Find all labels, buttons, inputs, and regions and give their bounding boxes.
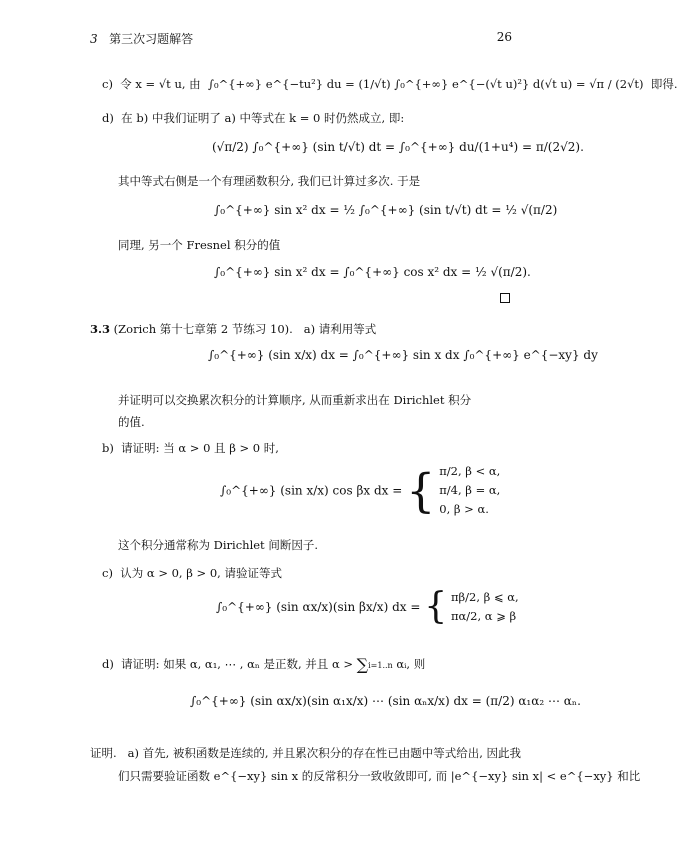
case-row: πα/2, α ⩾ β (450, 609, 517, 623)
qed-square (500, 293, 510, 303)
formula-3-3: ∫₀^{+∞} (sin x/x) dx = ∫₀^{+∞} sin x dx ∫₀^{+∞} e^{−xy} dy (208, 348, 598, 362)
paragraph-value: 的值. (118, 415, 145, 429)
formula-d2: ∫₀^{+∞} sin x² dx = ½ ∫₀^{+∞} (sin t/√t) dt = ½ √(π/2) (214, 203, 558, 217)
cases (451, 588, 519, 626)
paragraph-right-side: 其中等式右侧是一个有理函数积分, 我们已计算过多次. 于是 (118, 174, 421, 188)
problem-3-3-heading (90, 321, 376, 337)
running-header (90, 30, 512, 47)
formula-lhs: ∫₀^{+∞} (sin αx/x)(sin βx/x) dx = (216, 600, 421, 614)
formula-d1: (√π/2) ∫₀^{+∞} (sin t/√t) dt = ∫₀^{+∞} du/(1+u⁴) = π/(2√2). (212, 140, 584, 154)
item-end: 即得. (650, 77, 678, 91)
item-c2 (102, 565, 282, 581)
formula-c: ∫₀^{+∞} e^{−tu²} du = (1/√t) ∫₀^{+∞} e^{−(√t u)²} d(√t u) = √π / (2√t) (207, 77, 644, 91)
item-text: 请证明: 当 α > 0 且 β > 0 时, (121, 441, 279, 455)
formula-lhs: ∫₀^{+∞} (sin x/x) cos βx dx = (220, 483, 403, 498)
item-text: 认为 α > 0, β > 0, 请验证等式 (120, 566, 282, 580)
item-text: 在 b) 中我们证明了 a) 中等式在 k = 0 时仍然成立, 即: (121, 111, 405, 125)
proof-line-2: 们只需要验证函数 e^{−xy} sin x 的反常积分一致收敛即可, 而 |e^{−xy} sin x| < e^{−xy} 和比 (118, 769, 641, 783)
item-b (102, 440, 279, 456)
item-label: c) (102, 566, 113, 580)
formula-c2 (216, 588, 519, 626)
item-end: αᵢ, 则 (396, 657, 426, 671)
problem-number: 3.3 (90, 322, 111, 336)
problem-part-a: a) 请利用等式 (303, 322, 377, 336)
item-label: d) (102, 657, 114, 671)
page-number: 26 (496, 30, 512, 44)
paragraph-prove: 并证明可以交换累次积分的计算顺序, 从而重新求出在 Dirichlet 积分 (118, 393, 472, 407)
item-d (102, 110, 404, 126)
item-label: d) (102, 111, 114, 125)
formula-d3: ∫₀^{+∞} sin x² dx = ∫₀^{+∞} cos x² dx = ½ √(π/2). (214, 265, 531, 279)
item-c (102, 76, 678, 92)
formula-d2-product: ∫₀^{+∞} (sin αx/x)(sin α₁x/x) ⋯ (sin αₙx/x) dx = (π/2) α₁α₂ ⋯ αₙ. (190, 694, 581, 708)
item-label: c) (102, 77, 113, 91)
proof-label: 证明. (90, 746, 117, 760)
proof-text: a) 首先, 被积函数是连续的, 并且累次积分的存在性已由题中等式给出, 因此我 (127, 746, 522, 760)
case-row: 0, β > α. (439, 502, 489, 516)
item-label: b) (102, 441, 114, 455)
case-row: π/2, β < α, (439, 464, 501, 478)
formula-b (220, 462, 500, 519)
problem-source: (Zorich 第十七章第 2 节练习 10). (113, 322, 293, 336)
case-row: πβ/2, β ⩽ α, (450, 590, 519, 604)
left-brace: { (406, 463, 436, 518)
section-number: 3 (90, 32, 98, 46)
proof-line-1 (90, 745, 521, 761)
paragraph-dirichlet-factor: 这个积分通常称为 Dirichlet 间断因子. (118, 538, 318, 552)
cases (439, 462, 500, 519)
item-text: 请证明: 如果 α, α₁, ⋯ , αₙ 是正数, 并且 α > (121, 657, 354, 671)
item-d2: d) 请证明: 如果 α, α₁, ⋯ , αₙ 是正数, 并且 α > ∑i=1..n αᵢ, 则 (102, 655, 426, 674)
sum-sign: ∑ (356, 655, 369, 674)
item-text: 令 x = √t u, 由 (120, 77, 201, 91)
paragraph-fresnel: 同理, 另一个 Fresnel 积分的值 (118, 238, 281, 252)
left-brace: { (424, 586, 448, 627)
case-row: π/4, β = α, (439, 483, 501, 497)
chapter-title: 第三次习题解答 (109, 32, 194, 46)
